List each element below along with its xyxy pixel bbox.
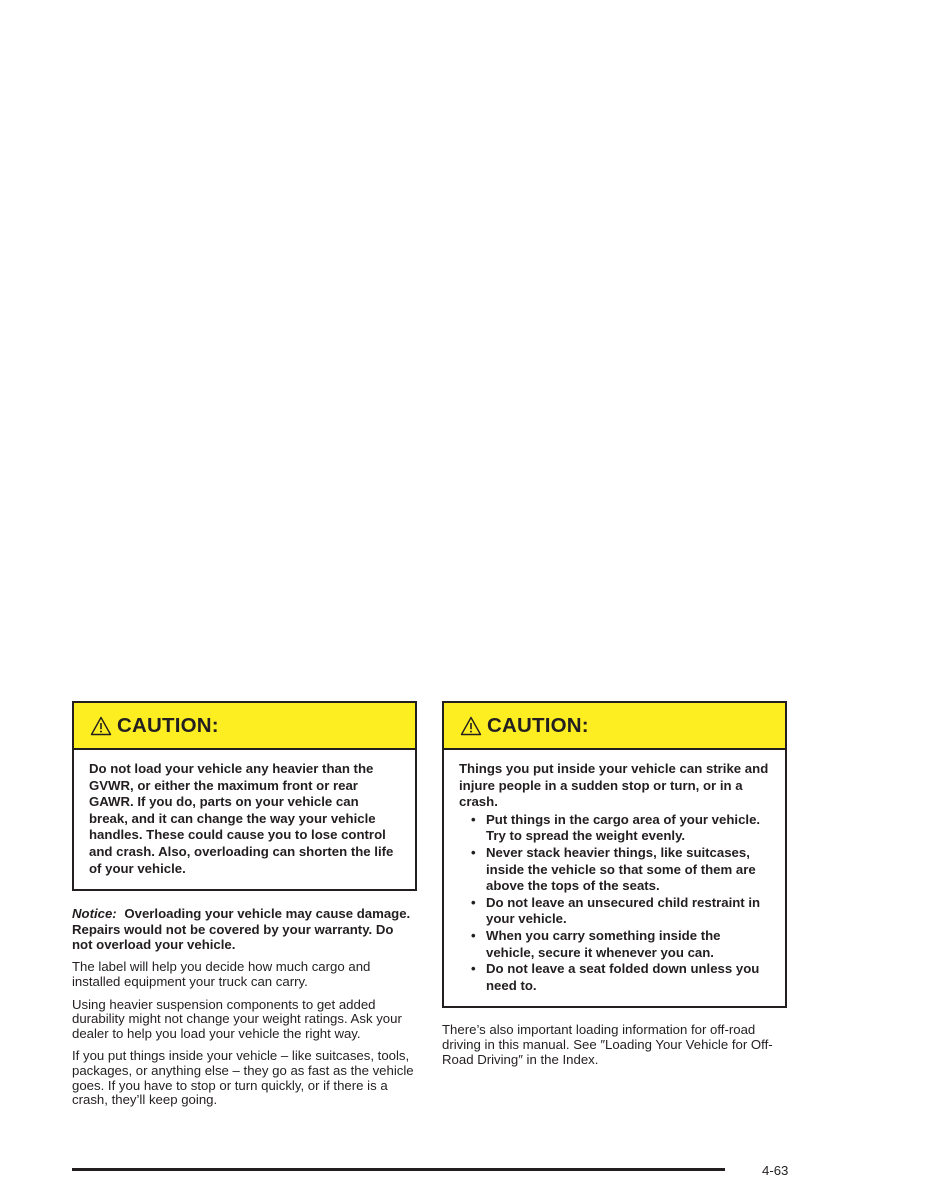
- paragraph-label-help: The label will help you decide how much cargo and installed equipment your truck can carry.: [72, 959, 371, 989]
- footer-rule: [72, 1168, 725, 1171]
- right-column: [442, 701, 787, 1075]
- bullet-icon: •: [471, 927, 476, 943]
- paragraph-suspension: Using heavier suspension components to get added durability might not change your weight ratings. Ask your dealer to help you load your vehicle the right way.: [72, 996, 402, 1041]
- bullet-item: [471, 812, 771, 845]
- bullet-icon: •: [471, 844, 476, 860]
- bullet-text: When you carry something inside the vehicle, secure it whenever you can.: [486, 927, 721, 960]
- caution-text-left: Do not load your vehicle any heavier than the GVWR, or either the maximum front or rear GAWR. If you do, parts on your vehicle can break, and it can change the way your vehicle handles. These could cause you to lose control and crash. Also, overloading can shorten the life of your vehicle.: [89, 761, 394, 876]
- caution-body-right: [444, 750, 785, 1006]
- bullet-item: [471, 895, 771, 928]
- caution-title-left: CAUTION:: [117, 713, 219, 737]
- bullet-text: Never stack heavier things, like suitcases, inside the vehicle so that some of them are above the tops of the seats.: [486, 844, 756, 894]
- paragraph-things-inside: If you put things inside your vehicle – like suitcases, tools, packages, or anything else – they go as fast as the vehicle goes. If you have to stop or turn quickly, or if there is a crash, they’ll keep going.: [72, 1048, 414, 1108]
- caution-box-left: [72, 701, 417, 891]
- bullet-icon: •: [471, 961, 476, 977]
- bullet-text: Do not leave an unsecured child restraint in your vehicle.: [486, 894, 761, 927]
- bullet-item: [471, 928, 771, 961]
- bullet-text: Put things in the cargo area of your vehicle. Try to spread the weight evenly.: [486, 811, 761, 844]
- caution-header-left: [74, 703, 415, 750]
- caution-box-right: [442, 701, 787, 1008]
- bullet-icon: •: [471, 894, 476, 910]
- notice-label: Notice:: [72, 906, 117, 922]
- right-body-text: [442, 1023, 787, 1067]
- bullet-item: [471, 845, 771, 895]
- bullet-icon: •: [471, 811, 476, 827]
- caution-bullet-list: [459, 812, 771, 995]
- notice-paragraph: [72, 906, 417, 952]
- warning-triangle-icon: [460, 716, 482, 736]
- bullet-text: Do not leave a seat folded down unless you need to.: [486, 961, 760, 993]
- bullet-item: [471, 961, 771, 994]
- notice-text: Overloading your vehicle may cause damage. Repairs would not be covered by your warranty. Do not overload your vehicle.: [72, 906, 411, 952]
- caution-title-right: CAUTION:: [487, 713, 589, 737]
- paragraph-off-road: There’s also important loading information for off-road driving in this manual. See ″Loading Your Vehicle for Off-Road Driving″ in the Index.: [442, 1022, 773, 1067]
- caution-body-left: [74, 750, 415, 889]
- left-body-text: [72, 906, 417, 1108]
- caution-header-right: [444, 703, 785, 750]
- caution-intro-right: Things you put inside your vehicle can strike and injure people in a sudden stop or turn, or in a crash.: [459, 761, 769, 810]
- page-number: 4-63: [762, 1163, 789, 1178]
- left-column: [72, 701, 417, 1116]
- warning-triangle-icon: [90, 716, 112, 736]
